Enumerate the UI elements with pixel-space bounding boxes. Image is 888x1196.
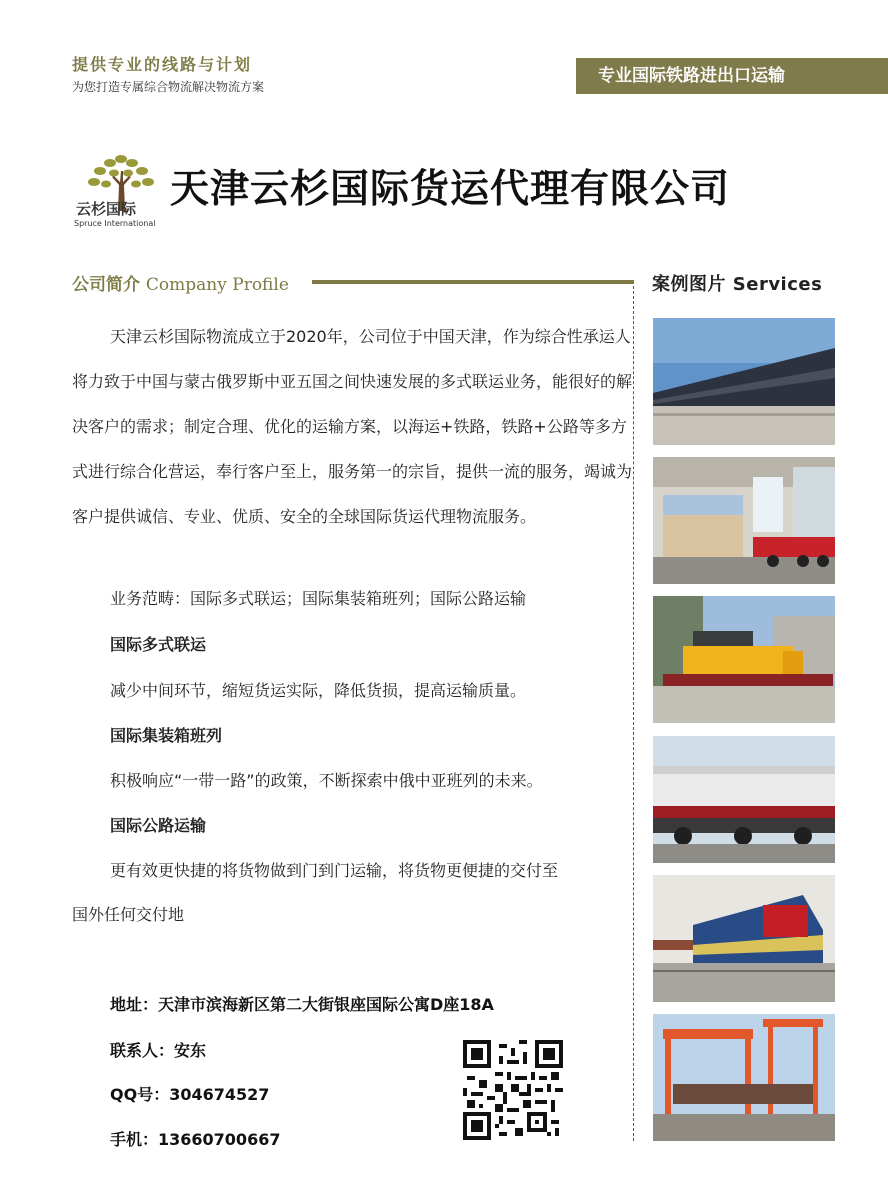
profile-heading-cn: 公司简介 — [72, 275, 140, 295]
intro-paragraph: 天津云杉国际物流成立于2020年，公司位于中国天津，作为综合性承运人将力致于中国与蒙古俄罗斯中亚五国之间快速发展的多式联运业务，能很好的解决客户的需求；制定合理、优化的运输方案，以海运+铁路，铁路+公路等多方式进行综合化营运，奉行客户至上，服务第一的宗旨，提供一流的服务，竭诚为客户提供诚信、专业、优质、安全的全球国际货运代理物流服务。 — [72, 327, 633, 526]
logo-name-cn: 云杉国际 — [76, 200, 137, 218]
logo-name-en: Spruce International — [74, 219, 156, 228]
gallery-title: 案例图片 Services — [652, 274, 823, 295]
service-desc-road-2: 国外任何交付地 — [72, 905, 185, 924]
service-desc-container: 积极响应“一带一路”的政策，不断探索中俄中亚班列的未来。 — [110, 771, 543, 790]
freight-train-photo — [653, 318, 835, 445]
business-scope: 业务范畴：国际多式联运；国际集装箱班列；国际公路运输 — [110, 589, 527, 608]
contact-person: 联系人：安东 — [110, 1041, 207, 1060]
service-desc-road-1: 更有效更快捷的将货物做到门到门运输，将货物更便捷的交付至 — [110, 861, 559, 880]
heading-rule — [312, 280, 634, 284]
contact-address: 地址：天津市滨海新区第二大街银座国际公寓D座18A — [110, 995, 494, 1014]
profile-heading — [72, 270, 289, 295]
header-subtagline: 为您打造专属综合物流解决物流方案 — [72, 80, 265, 94]
contact-phone: 手机：13660700667 — [110, 1130, 281, 1149]
gantry-crane-yard-photo — [653, 1014, 835, 1141]
service-title-multimodal: 国际多式联运 — [110, 635, 207, 654]
crated-cargo-truck-photo — [653, 457, 835, 584]
contact-qq: QQ号：304674527 — [110, 1085, 270, 1104]
service-title-road: 国际公路运输 — [110, 816, 207, 835]
container-trucks-photo — [653, 736, 835, 863]
company-name: 天津云杉国际货运代理有限公司 — [170, 167, 731, 212]
header-tagline: 提供专业的线路与计划 — [72, 55, 253, 74]
service-desc-multimodal: 减少中间环节，缩短货运实际，降低货损，提高运输质量。 — [110, 681, 527, 700]
header-banner: 专业国际铁路进出口运输 — [576, 58, 888, 94]
service-title-container: 国际集装箱班列 — [110, 726, 223, 745]
profile-heading-en: Company Profile — [145, 275, 289, 295]
bulldozer-trailer-photo — [653, 596, 835, 723]
locomotive-photo — [653, 875, 835, 1002]
qr-code-icon[interactable] — [463, 1040, 563, 1140]
